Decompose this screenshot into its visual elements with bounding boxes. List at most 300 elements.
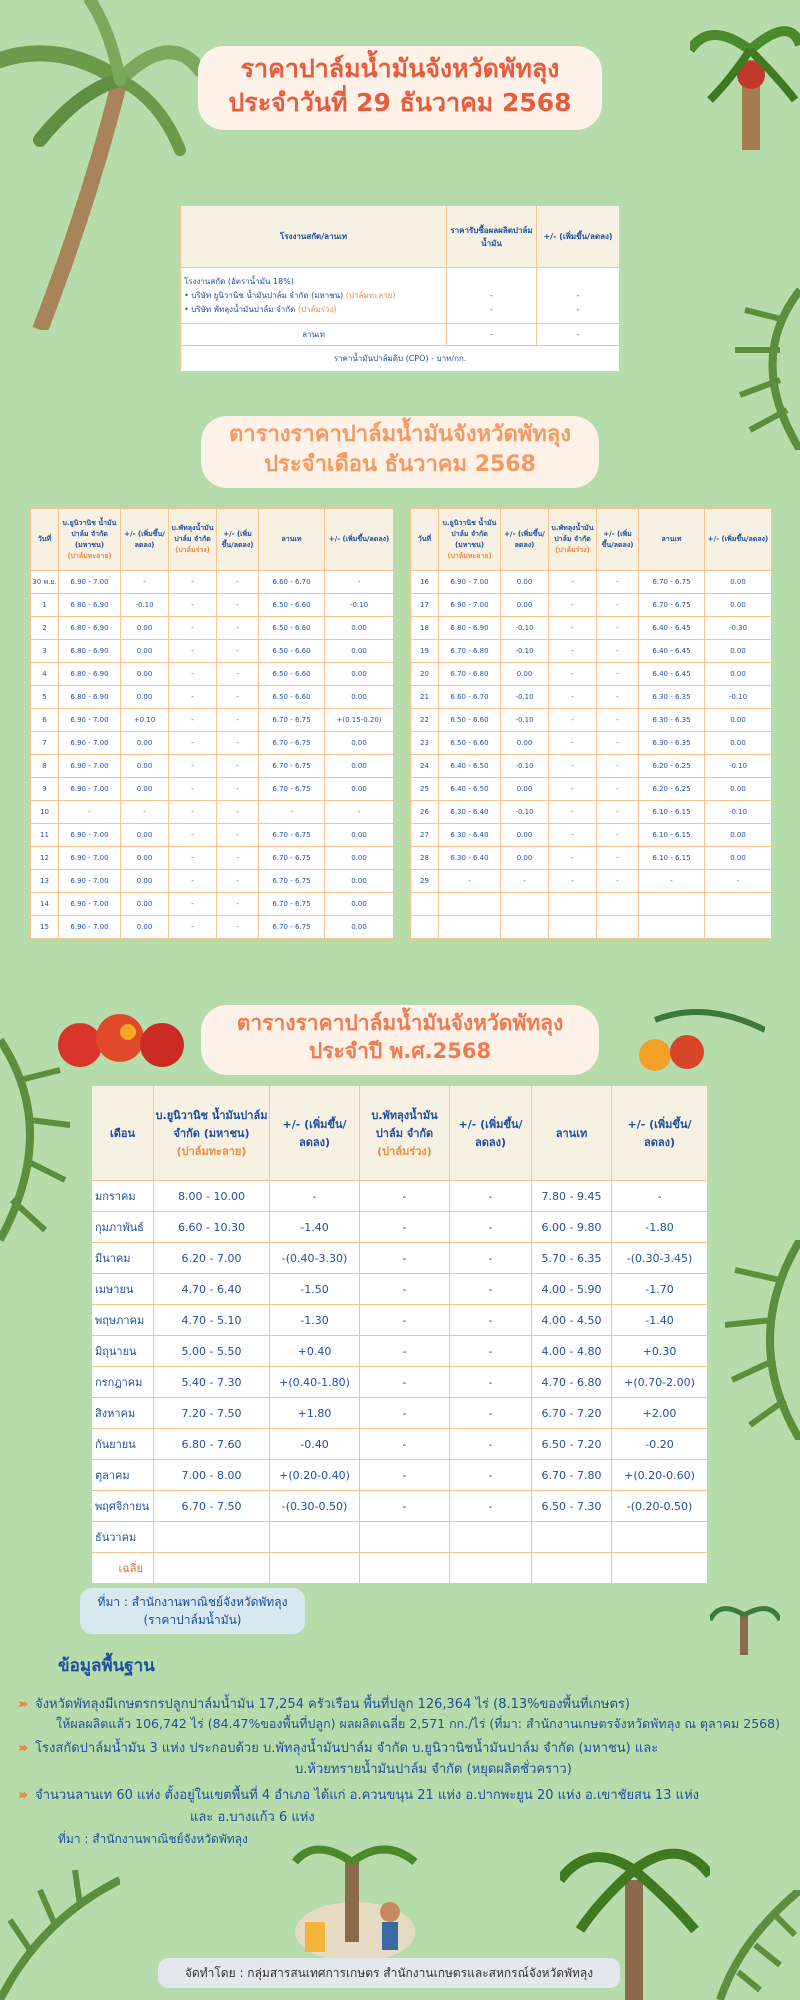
ptl-change-cell: -	[597, 594, 639, 617]
cpo-price: ราคาน้ำมันปาล์มดิบ (CPO) - บาท/กก.	[181, 346, 620, 372]
ptl-price-cell: -	[169, 870, 217, 893]
table-row	[31, 732, 394, 755]
day-cell: 4	[31, 663, 59, 686]
lanthe-change: -	[537, 324, 620, 346]
year-price-table	[91, 1085, 708, 1584]
day-cell: 13	[31, 870, 59, 893]
palm-tree-right-icon	[690, 0, 800, 150]
ptl-price-cell: -	[360, 1398, 450, 1429]
uni-change-cell: +0.40	[270, 1336, 360, 1367]
col-ptl: บ.พัทลุงน้ำมันปาล์ม จำกัด	[551, 524, 594, 543]
lanthe-price-cell: 6.20 - 6.25	[639, 755, 705, 778]
day-cell: 20	[411, 663, 439, 686]
table-row	[31, 916, 394, 939]
uni-price-cell: 6.80 - 6.90	[59, 663, 121, 686]
col-change: +/- (เพิ่มขึ้น/ลดลง)	[537, 206, 620, 268]
uni-change-cell: 0.00	[121, 824, 169, 847]
factory1-price: -	[490, 290, 493, 300]
lanthe-price-cell: 6.60 - 6.70	[259, 571, 325, 594]
uni-change-cell: +(0.20-0.40)	[270, 1460, 360, 1491]
ptl-price-cell: -	[549, 847, 597, 870]
lanthe-price-cell: 6.70 - 6.75	[639, 571, 705, 594]
table-row	[92, 1336, 708, 1367]
lanthe-change-cell: 0.00	[705, 594, 772, 617]
day-cell: 24	[411, 755, 439, 778]
uni-price-cell: 6.90 - 7.00	[59, 732, 121, 755]
uni-change-cell: 0.00	[501, 594, 549, 617]
day-cell: 19	[411, 640, 439, 663]
uni-price-cell: 6.40 - 6.50	[439, 778, 501, 801]
ptl-price-cell: -	[169, 916, 217, 939]
ptl-price-cell: -	[169, 801, 217, 824]
col-lanthe: ลานเท	[259, 509, 325, 571]
table-row	[411, 709, 772, 732]
lanthe-price-cell: 4.00 - 5.90	[532, 1274, 612, 1305]
basic-line3: โรงสกัดปาล์มน้ำมัน 3 แห่ง ประกอบด้วย บ.พัทลุงน้ำมันปาล์ม จำกัด บ.ยูนิวานิชน้ำมันปาล์ม จำกัด (มหาชน) และ	[35, 1741, 659, 1756]
lanthe-price-cell: 6.40 - 6.45	[639, 663, 705, 686]
ptl-price-cell: -	[360, 1212, 450, 1243]
month-cell: มกราคม	[92, 1181, 154, 1212]
uni-change-cell	[501, 916, 549, 939]
lanthe-change-cell: -(0.30-3.45)	[612, 1243, 708, 1274]
ptl-price-cell: -	[169, 778, 217, 801]
lanthe-price-cell: 6.00 - 9.80	[532, 1212, 612, 1243]
palm-fruit-left-icon	[50, 1010, 200, 1070]
page-title	[198, 46, 602, 130]
uni-change-cell: 0.00	[501, 847, 549, 870]
uni-price-cell: 6.80 - 7.60	[154, 1429, 270, 1460]
uni-change-cell: 0.00	[501, 732, 549, 755]
ptl-price-cell: -	[169, 755, 217, 778]
lanthe-change-cell: 0.00	[325, 824, 394, 847]
footer	[158, 1958, 620, 1988]
month-cell: เฉลี่ย	[92, 1553, 154, 1584]
basic-line1: จังหวัดพัทลุงมีเกษตรกรปลูกปาล์มน้ำมัน 17,254 ครัวเรือน พื้นที่ปลูก 126,364 ไร่ (8.13%ของพื้นที่เกษตร)	[35, 1697, 630, 1712]
day-cell	[411, 893, 439, 916]
day-cell: 30 พ.ย.	[31, 571, 59, 594]
ptl-change-cell: -	[597, 571, 639, 594]
uni-change-cell: -	[121, 571, 169, 594]
lanthe-price-cell: 6.70 - 6.75	[259, 824, 325, 847]
lanthe-change-cell: -0.20	[612, 1429, 708, 1460]
month-title	[201, 416, 599, 488]
factory1-sub: (ปาล์มทะลาย)	[345, 290, 396, 300]
ptl-price-cell: -	[549, 732, 597, 755]
basic-source: ที่มา : สำนักงานพาณิชย์จังหวัดพัทลุง	[58, 1832, 248, 1846]
table-row	[92, 1460, 708, 1491]
table-row	[31, 778, 394, 801]
uni-price-cell: 6.80 - 6.90	[59, 594, 121, 617]
ptl-change-cell	[597, 893, 639, 916]
lanthe-change-cell: -	[612, 1181, 708, 1212]
ptl-change-cell: -	[217, 916, 259, 939]
lanthe-change-cell: -1.70	[612, 1274, 708, 1305]
ptl-change-cell: -	[450, 1243, 532, 1274]
month-cell: กรกฎาคม	[92, 1367, 154, 1398]
table-row	[92, 1305, 708, 1336]
lanthe-change-cell: 0.00	[705, 732, 772, 755]
year-title-line1: ตารางราคาปาล์มน้ำมันจังหวัดพัทลุง	[236, 1011, 564, 1035]
col-month: เดือน	[92, 1086, 154, 1181]
day-cell: 18	[411, 617, 439, 640]
ptl-price-cell: -	[549, 663, 597, 686]
factory2-change: -	[576, 304, 580, 314]
uni-change-cell	[270, 1522, 360, 1553]
source1: ที่มา : สำนักงานพาณิชย์จังหวัดพัทลุง	[97, 1595, 288, 1609]
lanthe-label: ลานเท	[181, 324, 447, 346]
uni-change-cell: 0.00	[121, 893, 169, 916]
factory2: บริษัท พัทลุงน้ำมันปาล์ม จำกัด	[191, 304, 296, 314]
uni-price-cell: 6.90 - 7.00	[59, 916, 121, 939]
palm-tree-left-icon	[0, 0, 200, 330]
ptl-price-cell: -	[549, 801, 597, 824]
day-cell: 14	[31, 893, 59, 916]
month-cell: พฤษภาคม	[92, 1305, 154, 1336]
ptl-change-cell: -	[597, 847, 639, 870]
ptl-price-cell: -	[169, 732, 217, 755]
col-ptl: บ.พัทลุงน้ำมันปาล์ม จำกัด	[171, 524, 214, 543]
col-lanthe-change: +/- (เพิ่มขึ้น/ลดลง)	[705, 509, 772, 571]
lanthe-price-cell: 6.10 - 6.15	[639, 847, 705, 870]
lanthe-change-cell: +(0.20-0.60)	[612, 1460, 708, 1491]
uni-price-cell: 7.00 - 8.00	[154, 1460, 270, 1491]
uni-change-cell: -	[270, 1181, 360, 1212]
lanthe-price-cell: 6.70 - 6.75	[259, 847, 325, 870]
year-title-line2: ประจำปี พ.ศ.2568	[308, 1039, 492, 1064]
lanthe-change-cell: 0.00	[325, 617, 394, 640]
lanthe-change-cell: 0.00	[325, 732, 394, 755]
month-cell: มีนาคม	[92, 1243, 154, 1274]
uni-price-cell: 6.90 - 7.00	[439, 594, 501, 617]
lanthe-change-cell: 0.00	[705, 778, 772, 801]
table-row	[31, 801, 394, 824]
title-line2: ประจำวันที่ 29 ธันวาคม 2568	[228, 87, 572, 117]
ptl-price-cell: -	[169, 617, 217, 640]
col-day: วันที่	[31, 509, 59, 571]
ptl-price-cell: -	[549, 870, 597, 893]
ptl-price-cell	[360, 1553, 450, 1584]
ptl-price-cell: -	[549, 778, 597, 801]
table-row	[31, 870, 394, 893]
chevron-right-icon: ›››	[18, 1741, 26, 1756]
ptl-price-cell: -	[169, 824, 217, 847]
lanthe-price-cell: 7.80 - 9.45	[532, 1181, 612, 1212]
ptl-change-cell: -	[597, 640, 639, 663]
table-row	[92, 1522, 708, 1553]
uni-price-cell: 6.90 - 7.00	[59, 571, 121, 594]
lanthe-price-cell	[532, 1522, 612, 1553]
table-row	[411, 663, 772, 686]
uni-change-cell: -1.50	[270, 1274, 360, 1305]
table-row	[31, 640, 394, 663]
lanthe-change-cell: -(0.20-0.50)	[612, 1491, 708, 1522]
basic-line2: ให้ผลผลิตแล้ว 106,742 ไร่ (84.47%ของพื้นที่ปลูก) ผลผลิตเฉลี่ย 2,571 กก./ไร่ (ที่มา: สำนักงานเกษตรจังหวัดพัทลุง ณ ตุลาคม 2568)	[56, 1716, 780, 1731]
table-row	[31, 755, 394, 778]
ptl-change-cell: -	[217, 686, 259, 709]
lanthe-change-cell: 0.00	[705, 847, 772, 870]
ptl-change-cell: -	[217, 594, 259, 617]
uni-change-cell: +0.10	[121, 709, 169, 732]
day-cell: 17	[411, 594, 439, 617]
day-cell: 28	[411, 847, 439, 870]
ptl-change-cell: -	[450, 1460, 532, 1491]
uni-change-cell: 0.00	[501, 571, 549, 594]
palm-leaf-bottom-left-icon	[0, 1860, 120, 2000]
uni-price-cell: 6.60 - 10.30	[154, 1212, 270, 1243]
uni-price-cell: 6.90 - 7.00	[439, 571, 501, 594]
ptl-price-cell: -	[169, 640, 217, 663]
lanthe-change-cell: 0.00	[325, 663, 394, 686]
ptl-change-cell: -	[217, 893, 259, 916]
uni-price-cell: 4.70 - 5.10	[154, 1305, 270, 1336]
day-cell: 9	[31, 778, 59, 801]
col-ptl-change: +/- (เพิ่มขึ้น/ลดลง)	[217, 509, 259, 571]
table-row	[31, 709, 394, 732]
day-cell: 16	[411, 571, 439, 594]
month-cell: ตุลาคม	[92, 1460, 154, 1491]
col-uni-sub: (ปาล์มทะลาย)	[67, 551, 112, 560]
table-row	[92, 1274, 708, 1305]
small-palm-icon	[710, 1595, 780, 1655]
uni-price-cell	[439, 916, 501, 939]
lanthe-price-cell: 6.30 - 6.35	[639, 709, 705, 732]
uni-price-cell: 6.30 - 6.40	[439, 824, 501, 847]
lanthe-price-cell: 6.50 - 6.60	[259, 640, 325, 663]
ptl-change-cell: -	[217, 824, 259, 847]
ptl-change-cell: -	[450, 1398, 532, 1429]
factory1-change: -	[576, 290, 580, 300]
ptl-price-cell: -	[549, 617, 597, 640]
uni-price-cell: 6.30 - 6.40	[439, 801, 501, 824]
uni-change-cell: 0.00	[121, 847, 169, 870]
lanthe-price-cell	[639, 893, 705, 916]
year-title	[201, 1005, 599, 1075]
ptl-change-cell: -	[217, 801, 259, 824]
uni-change-cell: 0.00	[121, 916, 169, 939]
table-row	[92, 1181, 708, 1212]
lanthe-price-cell: 6.20 - 6.25	[639, 778, 705, 801]
uni-price-cell: 6.90 - 7.00	[59, 870, 121, 893]
month-title-line1: ตารางราคาปาล์มน้ำมันจังหวัดพัทลุง	[228, 422, 572, 447]
month-table-left	[30, 508, 394, 939]
col-uni: บ.ยูนิวานิช น้ำมันปาล์ม จำกัด (มหาชน)	[62, 518, 117, 549]
uni-change-cell: 0.00	[121, 617, 169, 640]
ptl-price-cell: -	[360, 1429, 450, 1460]
uni-change-cell: 0.00	[121, 870, 169, 893]
table-row	[31, 686, 394, 709]
ptl-change-cell	[450, 1522, 532, 1553]
uni-change-cell: 0.00	[121, 755, 169, 778]
ptl-price-cell: -	[169, 686, 217, 709]
lanthe-price-cell: 6.70 - 6.75	[259, 778, 325, 801]
col-uni-change: +/- (เพิ่มขึ้น/ลดลง)	[501, 509, 549, 571]
lanthe-price-cell: 6.50 - 7.20	[532, 1429, 612, 1460]
uni-change-cell: 0.00	[501, 778, 549, 801]
ptl-price-cell: -	[549, 755, 597, 778]
uni-price-cell: 6.90 - 7.00	[59, 778, 121, 801]
col-ptl-sub: (ปาล์มร่วง)	[175, 546, 210, 554]
month-cell: ธันวาคม	[92, 1522, 154, 1553]
uni-price-cell: 6.80 - 6.90	[59, 640, 121, 663]
lanthe-change-cell: -0.30	[705, 617, 772, 640]
lanthe-change-cell: 0.00	[325, 640, 394, 663]
lanthe-change-cell: -	[705, 870, 772, 893]
lanthe-price-cell: 6.50 - 6.60	[259, 663, 325, 686]
footer-text: จัดทำโดย : กลุ่มสารสนเทศการเกษตร สำนักงานเกษตรและสหกรณ์จังหวัดพัทลุง	[184, 1966, 594, 1980]
day-cell: 23	[411, 732, 439, 755]
col-price: ราคารับซื้อผลผลิตปาล์มน้ำมัน	[447, 206, 537, 268]
lanthe-change-cell: 0.00	[705, 709, 772, 732]
factory-group: โรงงานสกัด (อัตราน้ำมัน 18%)	[184, 276, 294, 286]
lanthe-change-cell: +2.00	[612, 1398, 708, 1429]
uni-price-cell: -	[59, 801, 121, 824]
ptl-price-cell: -	[360, 1305, 450, 1336]
uni-price-cell	[154, 1553, 270, 1584]
ptl-price-cell: -	[549, 686, 597, 709]
basic-line5: จำนวนลานเท 60 แห่ง ตั้งอยู่ในเขตพื้นที่ 4 อำเภอ ได้แก่ อ.ควนขนุน 21 แห่ง อ.ปากพะยูน 20 แห่ง อ.เขาชัยสน 13 แห่ง	[35, 1788, 699, 1803]
ptl-change-cell: -	[597, 755, 639, 778]
uni-change-cell: -	[121, 801, 169, 824]
ptl-change-cell: -	[597, 824, 639, 847]
factory2-price: -	[490, 304, 493, 314]
lanthe-change-cell: -1.80	[612, 1212, 708, 1243]
lanthe-change-cell: -0.10	[705, 686, 772, 709]
uni-change-cell: -0.10	[501, 801, 549, 824]
lanthe-price-cell: 6.10 - 6.15	[639, 801, 705, 824]
ptl-change-cell: -	[597, 870, 639, 893]
col-lanthe: ลานเท	[532, 1086, 612, 1181]
col-lanthe: ลานเท	[639, 509, 705, 571]
daily-price-table: โรงงานสกัด/ลานเท ราคารับซื้อผลผลิตปาล์มน้ำมัน +/- (เพิ่มขึ้น/ลดลง) โรงงานสกัด (อัตราน้ำมัน 18%) • บริษัท ยูนิวานิช น้ำมันปาล์ม จำกัด (มหาชน) (ปาล์มทะลาย) • บริษัท พัทลุงน้ำมันปาล์ม จำกัด (ปาล์มร่วง) - - - - ลานเท - - ราคาน้ำมันปาล์มดิบ (CPO) - บาท/กก.	[180, 205, 620, 372]
ptl-change-cell: -	[450, 1429, 532, 1460]
palm-fruit-right-icon	[625, 1000, 765, 1075]
uni-change-cell: -0.10	[501, 640, 549, 663]
factory2-sub: (ปาล์มร่วง)	[297, 304, 337, 314]
lanthe-change-cell: -0.10	[705, 755, 772, 778]
table-row	[411, 617, 772, 640]
ptl-change-cell: -	[217, 663, 259, 686]
uni-change-cell: 0.00	[501, 663, 549, 686]
basic-line6: และ อ.บางแก้ว 6 แห่ง	[190, 1810, 315, 1825]
lanthe-price-cell: -	[639, 870, 705, 893]
uni-change-cell	[501, 893, 549, 916]
lanthe-price-cell: 6.10 - 6.15	[639, 824, 705, 847]
lanthe-price-cell: 6.70 - 7.20	[532, 1398, 612, 1429]
table-row	[411, 640, 772, 663]
uni-change-cell: -0.10	[121, 594, 169, 617]
table-row	[31, 847, 394, 870]
lanthe-price-cell: 6.40 - 6.45	[639, 617, 705, 640]
lanthe-price-cell	[532, 1553, 612, 1584]
lanthe-change-cell: -0.10	[325, 594, 394, 617]
ptl-price-cell: -	[169, 594, 217, 617]
lanthe-price-cell	[639, 916, 705, 939]
table-row	[31, 824, 394, 847]
col-uni-sub: (ปาล์มทะลาย)	[176, 1145, 247, 1158]
month-cell: กุมภาพันธ์	[92, 1212, 154, 1243]
farmer-illustration-icon	[285, 1832, 425, 1972]
ptl-change-cell: -	[597, 663, 639, 686]
month-cell: กันยายน	[92, 1429, 154, 1460]
table-row	[92, 1398, 708, 1429]
ptl-change-cell: -	[217, 640, 259, 663]
col-factory: โรงงานสกัด/ลานเท	[181, 206, 447, 268]
day-cell: 27	[411, 824, 439, 847]
table-row	[31, 617, 394, 640]
month-cell: สิงหาคม	[92, 1398, 154, 1429]
uni-change-cell: -0.10	[501, 755, 549, 778]
lanthe-change-cell: -	[325, 801, 394, 824]
uni-price-cell: 6.20 - 7.00	[154, 1243, 270, 1274]
lanthe-change-cell: +0.30	[612, 1336, 708, 1367]
ptl-change-cell: -	[450, 1305, 532, 1336]
uni-change-cell: 0.00	[121, 663, 169, 686]
ptl-price-cell: -	[360, 1274, 450, 1305]
uni-change-cell: 0.00	[121, 732, 169, 755]
month-cell: มิถุนายน	[92, 1336, 154, 1367]
palm-leaf-right2-icon	[720, 1240, 800, 1440]
uni-price-cell: 5.40 - 7.30	[154, 1367, 270, 1398]
lanthe-price-cell: -	[259, 801, 325, 824]
table-row	[411, 778, 772, 801]
table-row	[92, 1243, 708, 1274]
col-uni: บ.ยูนิวานิช น้ำมันปาล์ม จำกัด (มหาชน)	[442, 518, 497, 549]
ptl-change-cell: -	[597, 686, 639, 709]
uni-price-cell: 6.40 - 6.50	[439, 755, 501, 778]
lanthe-price-cell: 4.00 - 4.80	[532, 1336, 612, 1367]
uni-change-cell: -(0.40-3.30)	[270, 1243, 360, 1274]
ptl-change-cell: -	[217, 709, 259, 732]
table-row	[411, 755, 772, 778]
col-lanthe-change: +/- (เพิ่มขึ้น/ลดลง)	[325, 509, 394, 571]
day-cell: 12	[31, 847, 59, 870]
col-uni-change: +/- (เพิ่มขึ้น/ลดลง)	[121, 509, 169, 571]
ptl-change-cell: -	[597, 732, 639, 755]
ptl-price-cell: -	[169, 663, 217, 686]
uni-price-cell: 6.90 - 7.00	[59, 755, 121, 778]
uni-price-cell: 6.70 - 6.80	[439, 640, 501, 663]
lanthe-change-cell: 0.00	[705, 640, 772, 663]
ptl-change-cell: -	[217, 732, 259, 755]
table-row	[411, 870, 772, 893]
lanthe-price-cell: 4.00 - 4.50	[532, 1305, 612, 1336]
uni-change-cell: -1.30	[270, 1305, 360, 1336]
ptl-change-cell: -	[450, 1367, 532, 1398]
col-lanthe-change: +/- (เพิ่มขึ้น/ลดลง)	[612, 1086, 708, 1181]
col-ptl-sub: (ปาล์มร่วง)	[377, 1145, 432, 1158]
ptl-change-cell	[597, 916, 639, 939]
day-cell: 22	[411, 709, 439, 732]
lanthe-change-cell: +(0.15-0.20)	[325, 709, 394, 732]
table-row	[92, 1553, 708, 1584]
col-ptl: บ.พัทลุงน้ำมันปาล์ม จำกัด	[371, 1109, 438, 1140]
uni-price-cell: 7.20 - 7.50	[154, 1398, 270, 1429]
lanthe-change-cell: 0.00	[325, 916, 394, 939]
lanthe-price: -	[447, 324, 537, 346]
uni-price-cell: 6.50 - 6.60	[439, 732, 501, 755]
lanthe-price-cell: 6.50 - 6.60	[259, 617, 325, 640]
uni-price-cell: 6.80 - 6.90	[439, 617, 501, 640]
lanthe-change-cell: 0.00	[325, 870, 394, 893]
uni-price-cell: 6.50 - 6.60	[439, 709, 501, 732]
day-cell: 26	[411, 801, 439, 824]
uni-change-cell: -0.40	[270, 1429, 360, 1460]
lanthe-change-cell: 0.00	[325, 778, 394, 801]
uni-price-cell: 6.60 - 6.70	[439, 686, 501, 709]
day-cell: 3	[31, 640, 59, 663]
ptl-price-cell: -	[549, 640, 597, 663]
palm-leaf-bottom-right-icon	[700, 1890, 800, 2000]
